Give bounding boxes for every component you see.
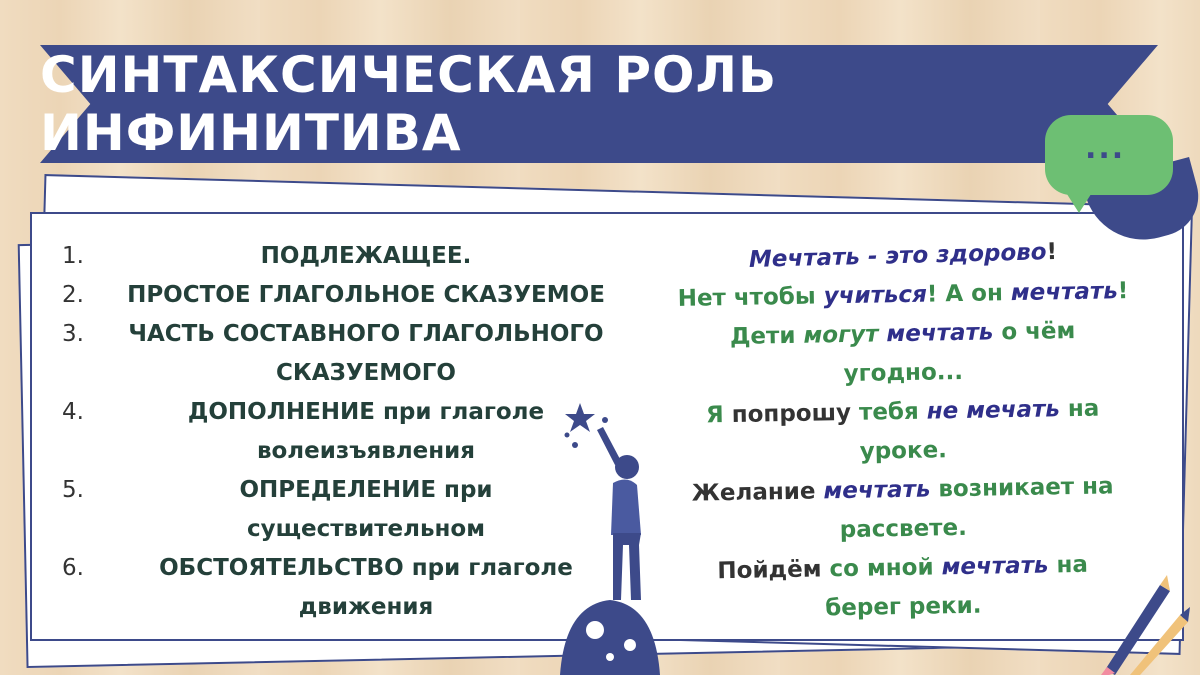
example-4: Я попрошу тебя не мечать на уроке.	[705, 395, 1100, 465]
roles-list	[62, 237, 632, 627]
pencils-illustration	[1085, 575, 1195, 675]
list-item: 1. ПОДЛЕЖАЩЕЕ.	[62, 243, 472, 269]
example-1: Мечтать - это здорово!	[748, 238, 1058, 274]
list-item: 5. ОПРЕДЕЛЕНИЕ при существительном	[62, 477, 493, 542]
example-5: Желание мечтать возникает на рассвете.	[691, 473, 1114, 544]
page-title: СИНТАКСИЧЕСКАЯ РОЛЬ ИНФИНИТИВА	[40, 46, 778, 162]
star-icon	[565, 403, 595, 432]
list-item: 3. ЧАСТЬ СОСТАВНОГО ГЛАГОЛЬНОГО СКАЗУЕМОГО	[62, 321, 604, 386]
list-item: 2. ПРОСТОЕ ГЛАГОЛЬНОЕ СКАЗУЕМОЕ	[62, 282, 605, 308]
examples-list	[638, 237, 1168, 627]
boy-reaching-star-illustration	[555, 395, 665, 675]
list-item: 6. ОБСТОЯТЕЛЬСТВО при глаголе движения	[62, 555, 573, 620]
example-6: Пойдём со мной мечтать на берег реки.	[717, 551, 1089, 622]
bubble-dots: ...	[1085, 131, 1126, 166]
list-item: 4. ДОПОЛНЕНИЕ при глаголе волеизъявления	[62, 399, 545, 464]
example-2: Нет чтобы учиться! А он мечтать!	[677, 278, 1129, 312]
example-3: Дети могут мечтать о чём угодно...	[729, 317, 1076, 388]
